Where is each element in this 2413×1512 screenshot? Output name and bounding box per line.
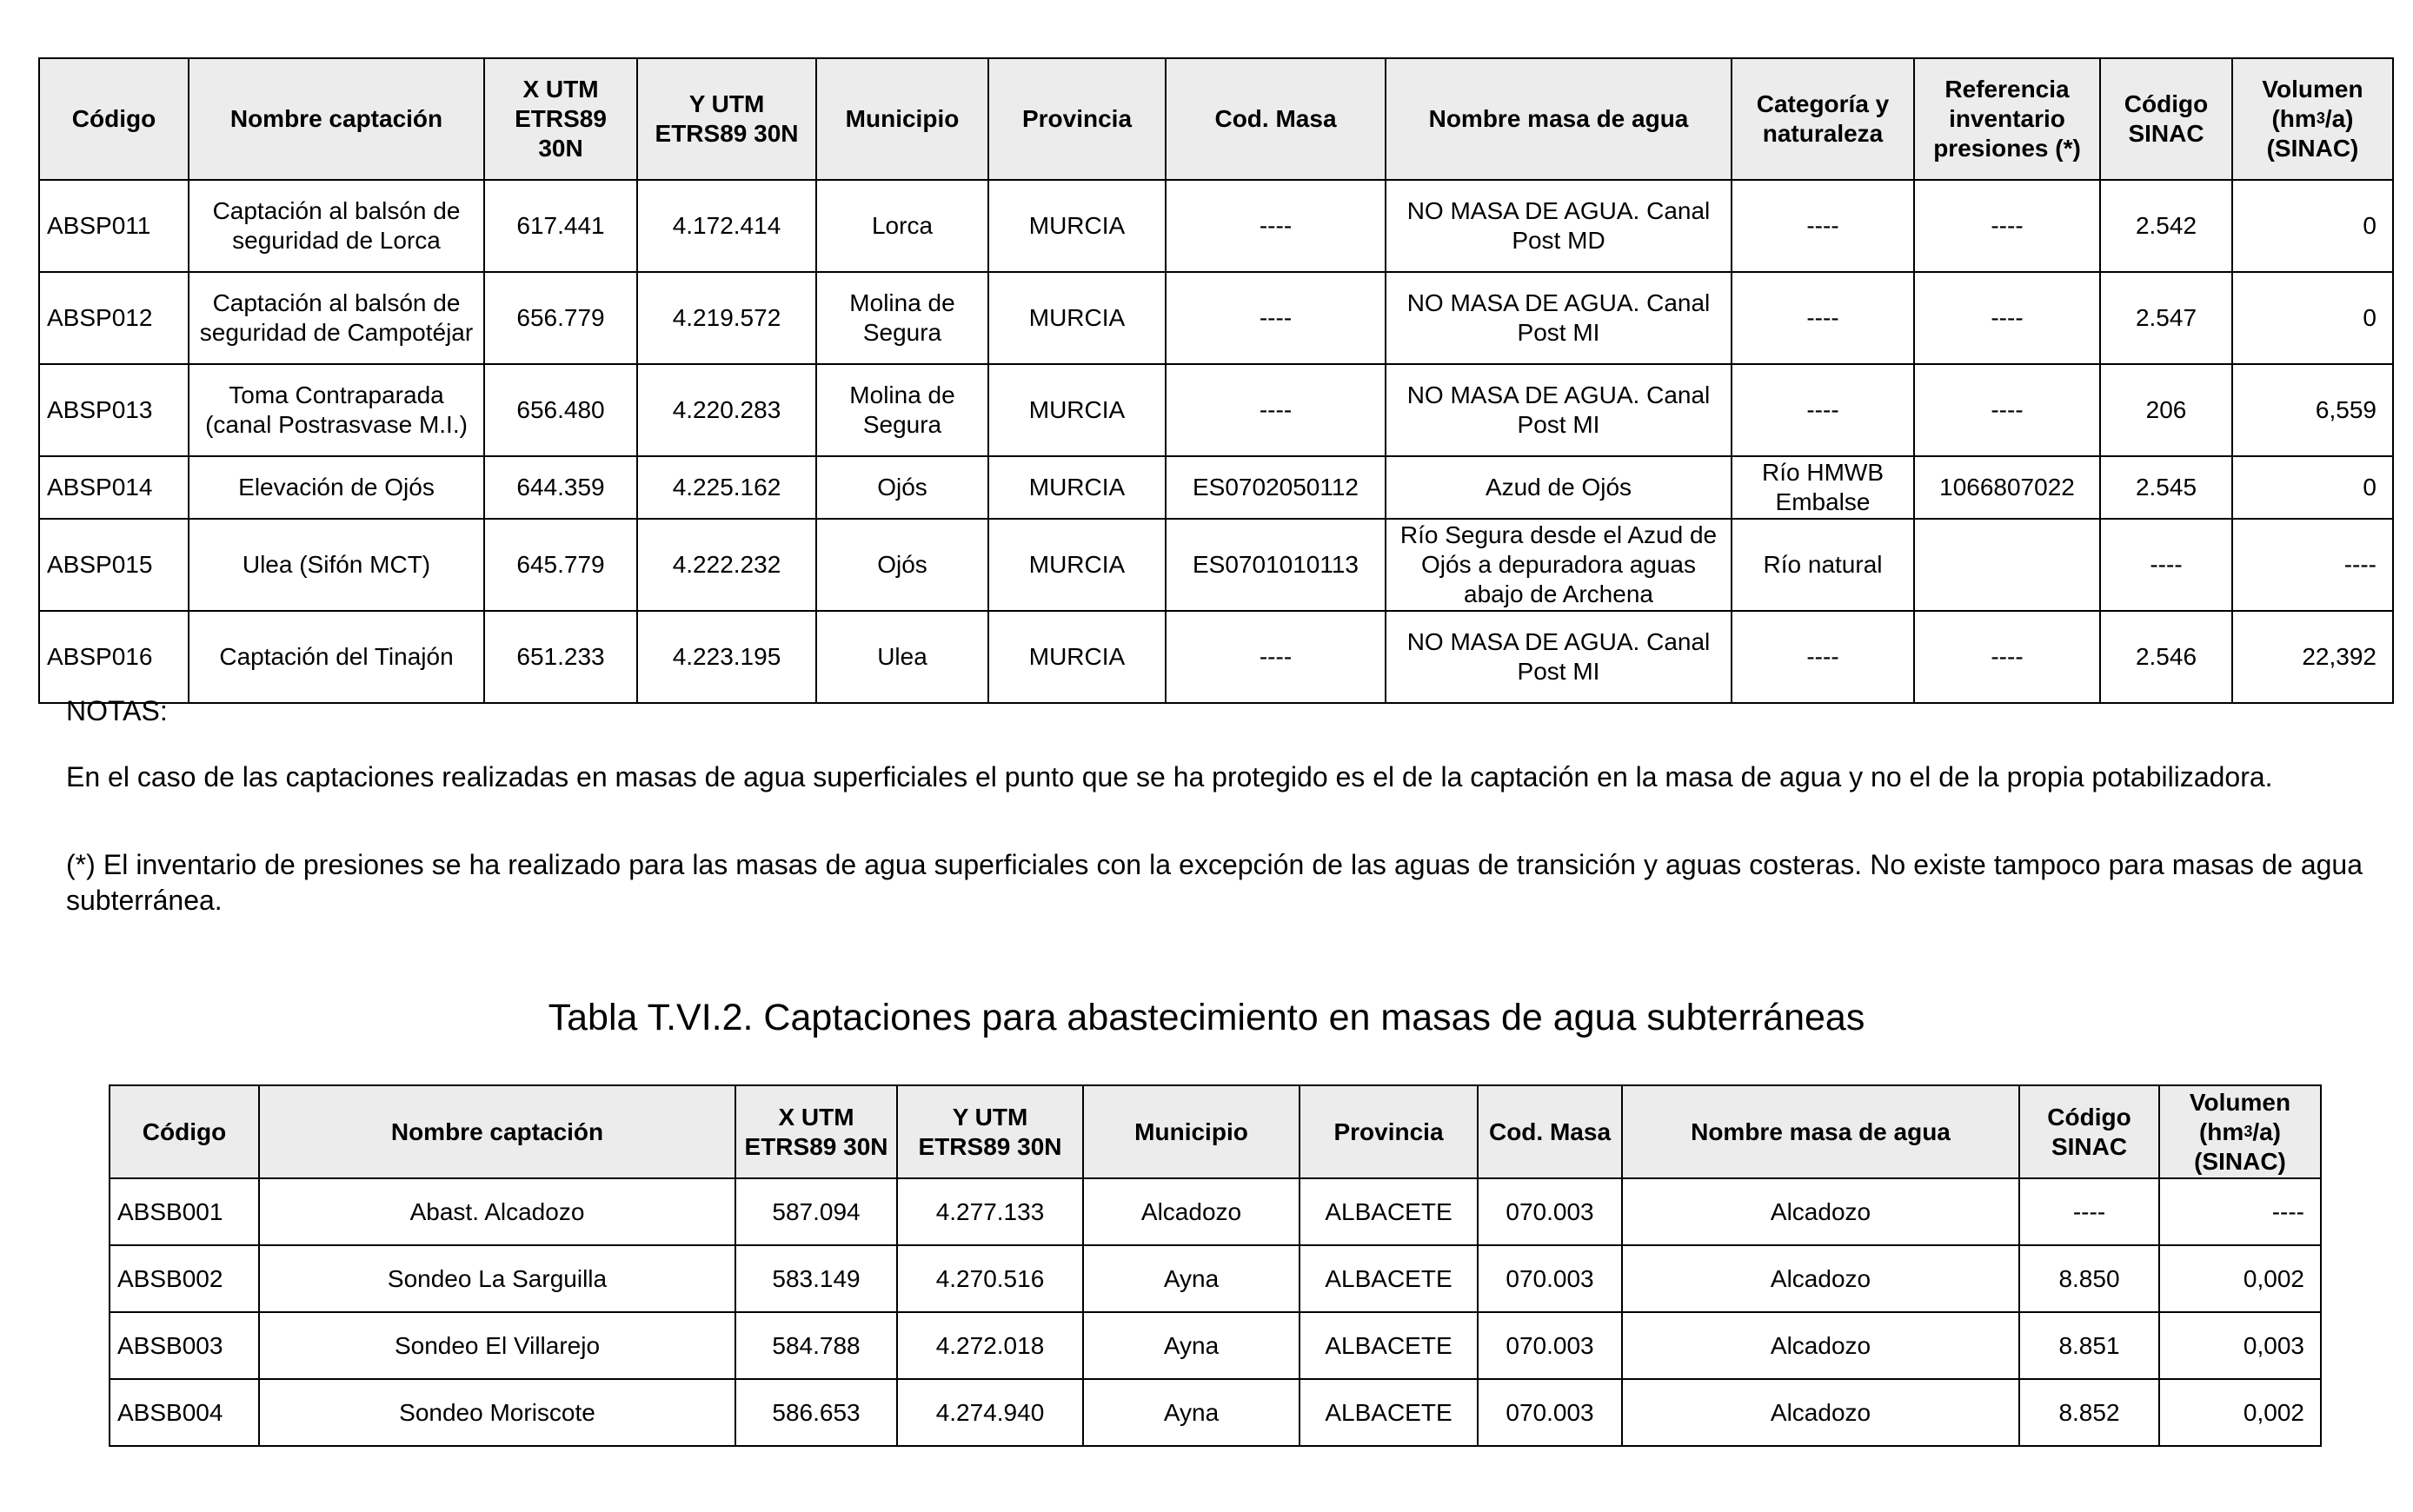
col-header-volume: Volumen $(hm^3/a)$ (SINAC) — [2232, 58, 2393, 180]
table-cell: Alcadozo — [1622, 1178, 2019, 1245]
table-header-row — [110, 1085, 2321, 1178]
col-header: Municipio — [1083, 1085, 1300, 1178]
table-cell: 4.270.516 — [897, 1245, 1083, 1312]
table-cell: ---- — [1732, 272, 1914, 364]
table-cell: ---- — [2232, 519, 2393, 611]
table-cell: Toma Contraparada (canal Postrasvase M.I.) — [189, 364, 484, 456]
table-cell: 4.172.414 — [637, 180, 816, 272]
col-header: Categoría y naturaleza — [1732, 58, 1914, 180]
table-cell: Río HMWB Embalse — [1732, 456, 1914, 519]
table-cell: MURCIA — [988, 180, 1166, 272]
table-cell: 8.850 — [2019, 1245, 2159, 1312]
table-cell: Elevación de Ojós — [189, 456, 484, 519]
table-cell: MURCIA — [988, 272, 1166, 364]
groundwater-captures-table — [109, 1084, 2322, 1447]
table-cell: ALBACETE — [1300, 1178, 1478, 1245]
table-cell: Sondeo Moriscote — [259, 1379, 735, 1446]
col-header: Provincia — [1300, 1085, 1478, 1178]
table-cell: Captación al balsón de seguridad de Lorca — [189, 180, 484, 272]
table-cell: 651.233 — [484, 611, 637, 703]
table-row — [110, 1312, 2321, 1379]
table-cell: 617.441 — [484, 180, 637, 272]
table-cell: MURCIA — [988, 364, 1166, 456]
note-paragraph: En el caso de las captaciones realizadas en masas de agua superficiales el punto que se ha protegido es el de la captación en la masa de agua y no el de la propia potabilizadora. — [66, 761, 2273, 792]
table-cell: Captación al balsón de seguridad de Campotéjar — [189, 272, 484, 364]
table-row — [110, 1379, 2321, 1446]
table-cell: 1066807022 — [1914, 456, 2100, 519]
table-header-row — [39, 58, 2393, 180]
table-cell: 4.219.572 — [637, 272, 816, 364]
table-cell: ---- — [1166, 272, 1386, 364]
table-cell: Alcadozo — [1083, 1178, 1300, 1245]
table-cell: ABSP016 — [39, 611, 189, 703]
col-header: Cod. Masa — [1166, 58, 1386, 180]
table-cell: 4.223.195 — [637, 611, 816, 703]
table-cell: Ayna — [1083, 1245, 1300, 1312]
table-cell: ---- — [1732, 180, 1914, 272]
table-cell: NO MASA DE AGUA. Canal Post MD — [1386, 180, 1732, 272]
table-cell: ALBACETE — [1300, 1245, 1478, 1312]
table-cell: 22,392 — [2232, 611, 2393, 703]
table-cell: 645.779 — [484, 519, 637, 611]
table-cell: NO MASA DE AGUA. Canal Post MI — [1386, 364, 1732, 456]
table-cell: 070.003 — [1478, 1312, 1622, 1379]
table-cell: MURCIA — [988, 519, 1166, 611]
col-header: Y UTM ETRS89 30N — [897, 1085, 1083, 1178]
table-cell: Azud de Ojós — [1386, 456, 1732, 519]
table-cell: 583.149 — [735, 1245, 897, 1312]
col-header: Nombre masa de agua — [1622, 1085, 2019, 1178]
table-cell: 0,003 — [2159, 1312, 2321, 1379]
table-cell: ABSP015 — [39, 519, 189, 611]
table-cell: MURCIA — [988, 456, 1166, 519]
table-cell: ---- — [2019, 1178, 2159, 1245]
table-row — [110, 1178, 2321, 1245]
table-cell: 644.359 — [484, 456, 637, 519]
table-row — [39, 180, 2393, 272]
table-cell: ---- — [2100, 519, 2232, 611]
table-cell: 656.779 — [484, 272, 637, 364]
table-cell: ABSB003 — [110, 1312, 259, 1379]
table-cell: ---- — [1166, 180, 1386, 272]
table-cell: 4.272.018 — [897, 1312, 1083, 1379]
table-cell: ---- — [1166, 364, 1386, 456]
table-cell: Río natural — [1732, 519, 1914, 611]
table-row — [39, 272, 2393, 364]
table-cell: Lorca — [816, 180, 988, 272]
table-cell: ABSP013 — [39, 364, 189, 456]
table-cell: Alcadozo — [1622, 1312, 2019, 1379]
note-paragraph: (*) El inventario de presiones se ha realizado para las masas de agua superficiales con la excepción de las aguas de transición y aguas costeras. No existe tampoco para masas de agua subterránea. — [66, 849, 2363, 916]
col-header: Nombre captación — [259, 1085, 735, 1178]
table-cell: ES0702050112 — [1166, 456, 1386, 519]
table-cell: Sondeo La Sarguilla — [259, 1245, 735, 1312]
table-cell: Ayna — [1083, 1379, 1300, 1446]
table-cell: ALBACETE — [1300, 1379, 1478, 1446]
col-header: Código SINAC — [2100, 58, 2232, 180]
table-cell: ---- — [1914, 611, 2100, 703]
table-row — [39, 519, 2393, 611]
col-header: X UTM ETRS89 30N — [484, 58, 637, 180]
notes-heading: NOTAS: — [66, 695, 168, 726]
col-header: Y UTM ETRS89 30N — [637, 58, 816, 180]
col-header: Nombre masa de agua — [1386, 58, 1732, 180]
table-cell: ALBACETE — [1300, 1312, 1478, 1379]
table-cell: 0,002 — [2159, 1245, 2321, 1312]
table-cell — [1914, 519, 2100, 611]
table-cell: Sondeo El Villarejo — [259, 1312, 735, 1379]
col-header-volume: Volumen $(hm^3/a)$ (SINAC) — [2159, 1085, 2321, 1178]
table-cell: 584.788 — [735, 1312, 897, 1379]
table-cell: ---- — [2159, 1178, 2321, 1245]
table-cell: 586.653 — [735, 1379, 897, 1446]
table-cell: ABSB002 — [110, 1245, 259, 1312]
table-cell: Río Segura desde el Azud de Ojós a depuradora aguas abajo de Archena — [1386, 519, 1732, 611]
table-row — [39, 456, 2393, 519]
table-cell: 0 — [2232, 272, 2393, 364]
table-cell: 587.094 — [735, 1178, 897, 1245]
table-cell: ---- — [1166, 611, 1386, 703]
table-cell: ABSB004 — [110, 1379, 259, 1446]
table-cell: Abast. Alcadozo — [259, 1178, 735, 1245]
table-cell: Captación del Tinajón — [189, 611, 484, 703]
table-cell: Ojós — [816, 519, 988, 611]
table-cell: 4.225.162 — [637, 456, 816, 519]
col-header: Código — [110, 1085, 259, 1178]
table-cell: 0 — [2232, 456, 2393, 519]
col-header: Municipio — [816, 58, 988, 180]
table-cell: 2.542 — [2100, 180, 2232, 272]
table-cell: Ulea (Sifón MCT) — [189, 519, 484, 611]
col-header: Referencia inventario presiones (*) — [1914, 58, 2100, 180]
table-cell: 4.277.133 — [897, 1178, 1083, 1245]
table-cell: Ulea — [816, 611, 988, 703]
table-cell: 070.003 — [1478, 1379, 1622, 1446]
table-cell: ES0701010113 — [1166, 519, 1386, 611]
table-cell: Molina de Segura — [816, 364, 988, 456]
table-cell: 6,559 — [2232, 364, 2393, 456]
table-cell: 4.222.232 — [637, 519, 816, 611]
table-cell: ---- — [1732, 364, 1914, 456]
table-row — [39, 611, 2393, 703]
table-cell: MURCIA — [988, 611, 1166, 703]
table-cell: 2.545 — [2100, 456, 2232, 519]
table-cell: ABSP014 — [39, 456, 189, 519]
table-title: Tabla T.VI.2. Captaciones para abastecimiento en masas de agua subterráneas — [548, 997, 1865, 1038]
table-cell: ABSP011 — [39, 180, 189, 272]
surface-water-captures-table — [38, 57, 2394, 704]
col-header: X UTM ETRS89 30N — [735, 1085, 897, 1178]
table-cell: 070.003 — [1478, 1178, 1622, 1245]
col-header: Cod. Masa — [1478, 1085, 1622, 1178]
table-row — [110, 1245, 2321, 1312]
table-cell: Alcadozo — [1622, 1379, 2019, 1446]
table-cell: 8.851 — [2019, 1312, 2159, 1379]
table-cell: ABSB001 — [110, 1178, 259, 1245]
table-cell: Ojós — [816, 456, 988, 519]
table-cell: 8.852 — [2019, 1379, 2159, 1446]
table-cell: 0 — [2232, 180, 2393, 272]
table-cell: Alcadozo — [1622, 1245, 2019, 1312]
col-header: Nombre captación — [189, 58, 484, 180]
table-row — [39, 364, 2393, 456]
table-cell: ---- — [1914, 180, 2100, 272]
table-cell: 0,002 — [2159, 1379, 2321, 1446]
table-cell: ---- — [1914, 272, 2100, 364]
table-cell: 070.003 — [1478, 1245, 1622, 1312]
table-cell: ABSP012 — [39, 272, 189, 364]
table-cell: 656.480 — [484, 364, 637, 456]
table-cell: 2.546 — [2100, 611, 2232, 703]
table-cell: 4.220.283 — [637, 364, 816, 456]
table-cell: 4.274.940 — [897, 1379, 1083, 1446]
table-cell: ---- — [1732, 611, 1914, 703]
col-header: Provincia — [988, 58, 1166, 180]
table-cell: NO MASA DE AGUA. Canal Post MI — [1386, 611, 1732, 703]
table-cell: ---- — [1914, 364, 2100, 456]
table-cell: NO MASA DE AGUA. Canal Post MI — [1386, 272, 1732, 364]
table-cell: 206 — [2100, 364, 2232, 456]
col-header: Código SINAC — [2019, 1085, 2159, 1178]
col-header: Código — [39, 58, 189, 180]
table-cell: Molina de Segura — [816, 272, 988, 364]
table-cell: Ayna — [1083, 1312, 1300, 1379]
table-cell: 2.547 — [2100, 272, 2232, 364]
